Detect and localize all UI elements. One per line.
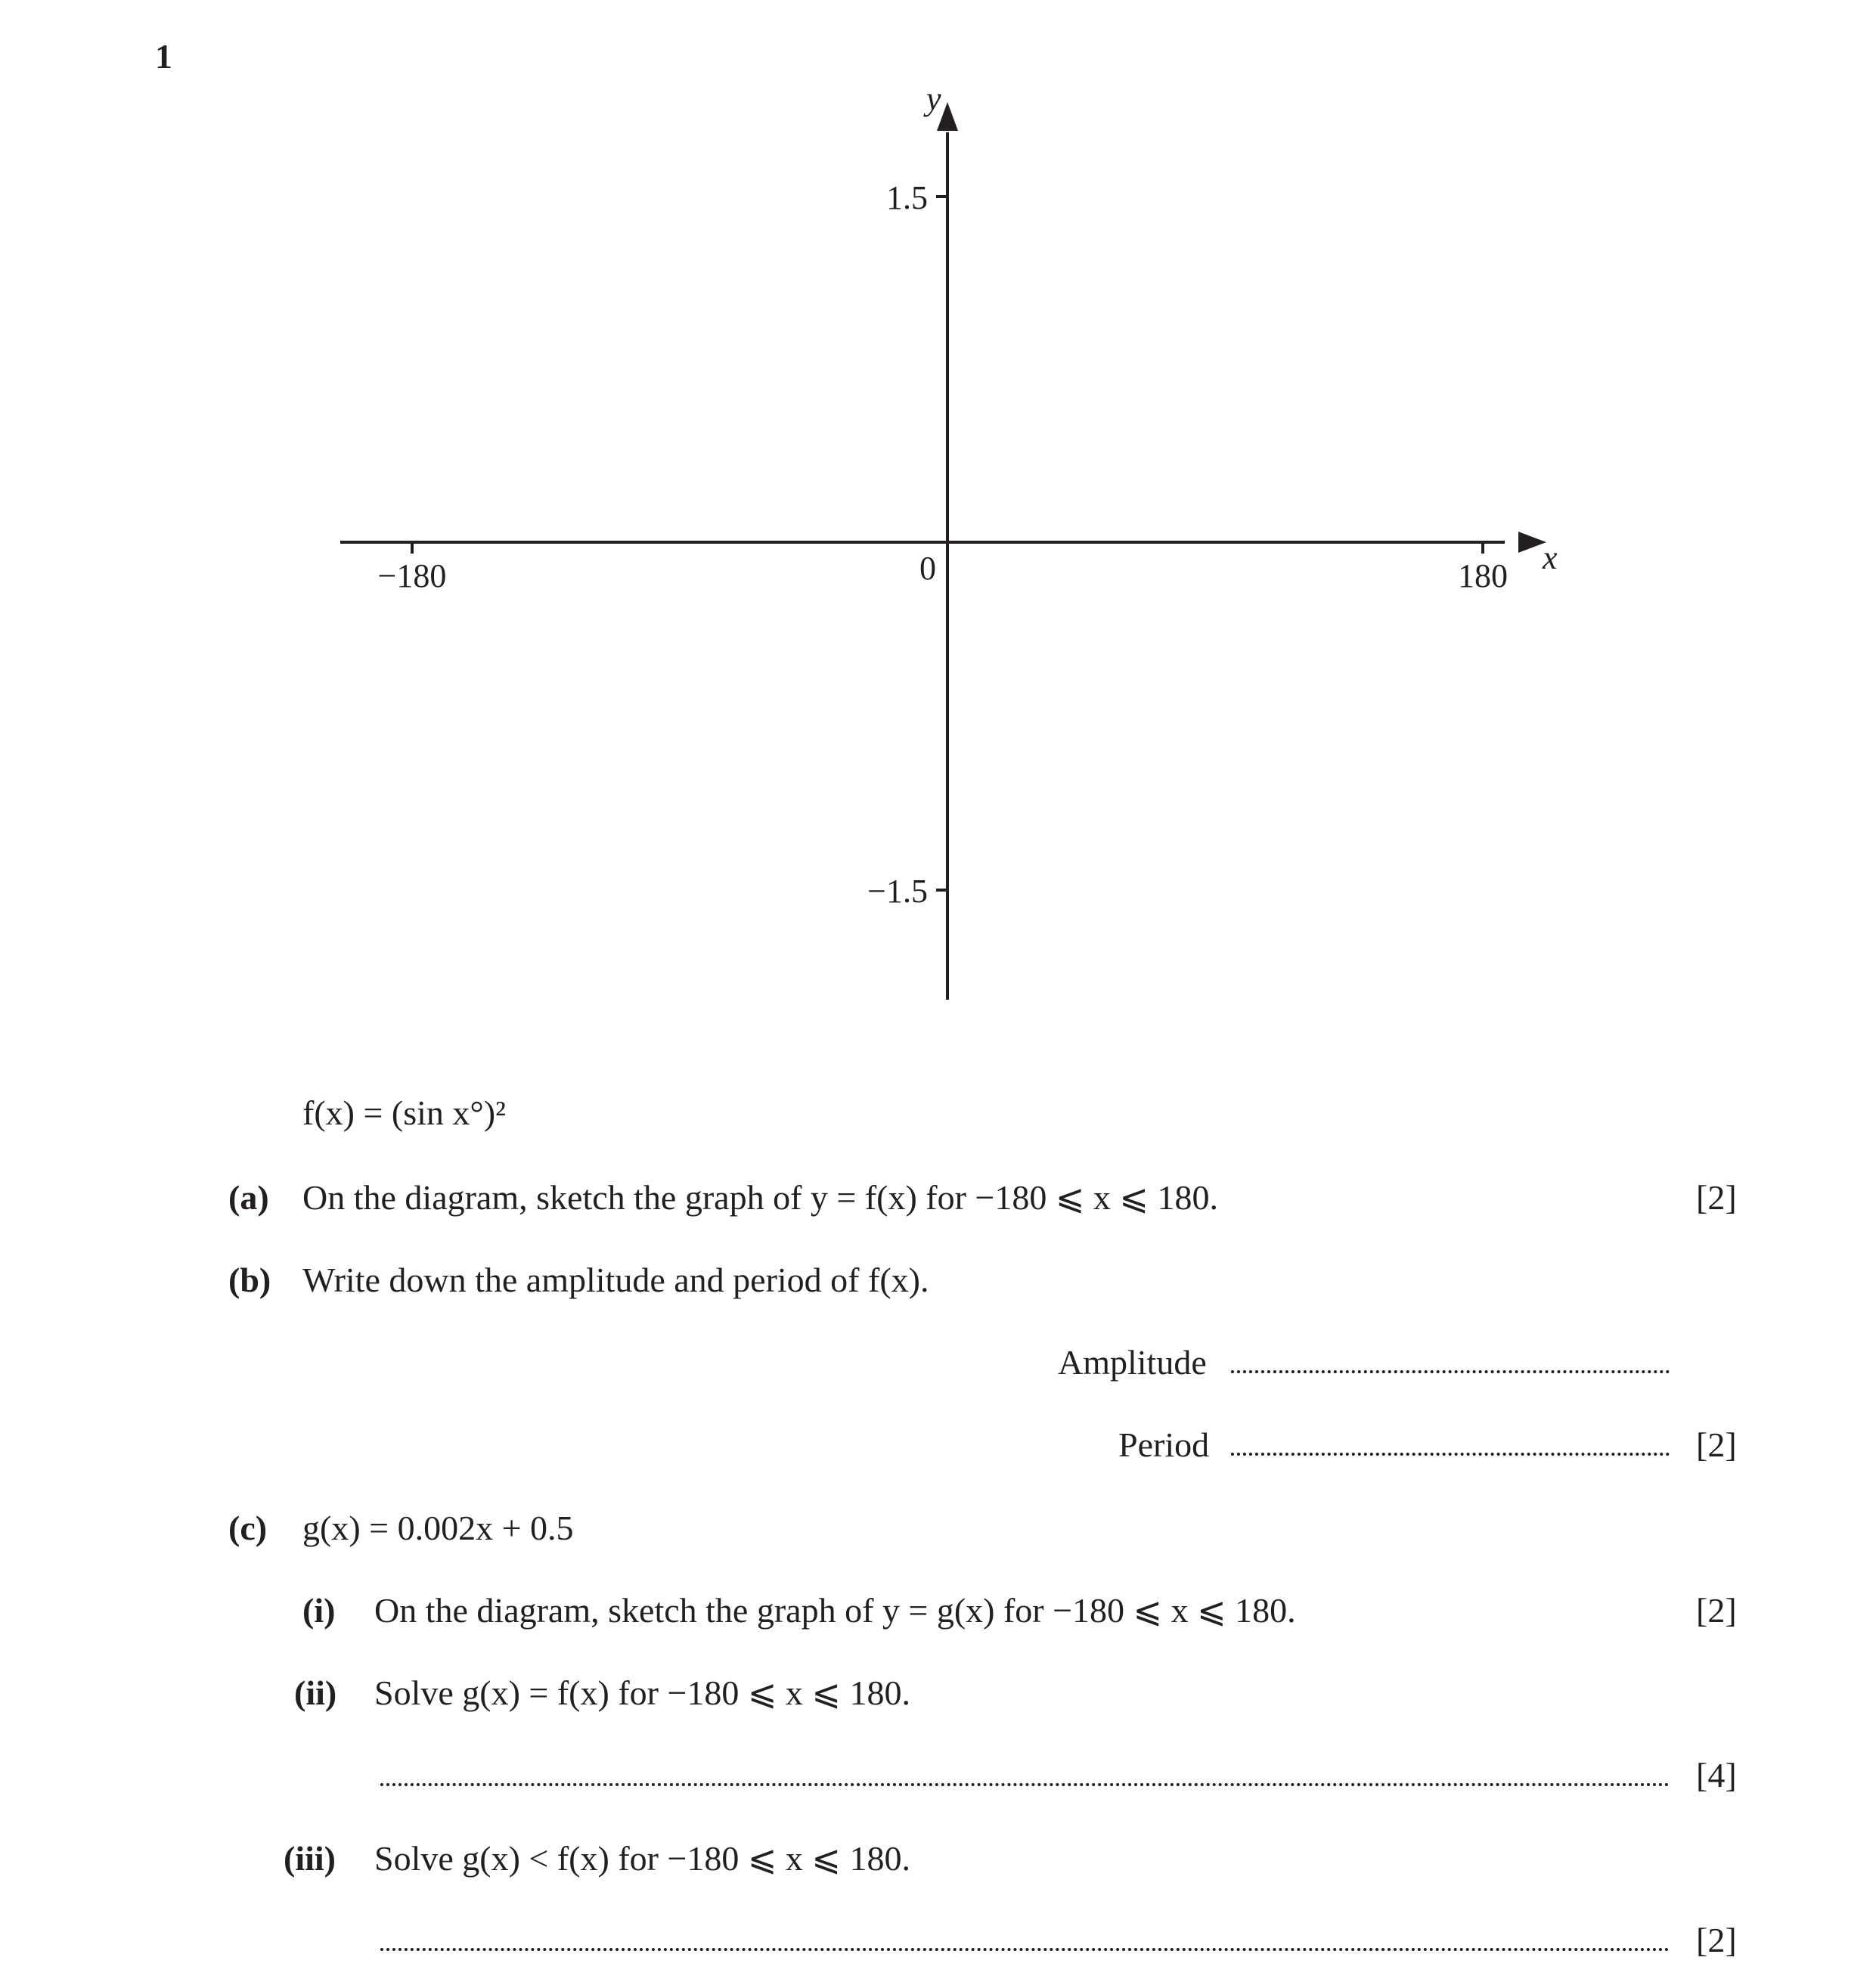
x-tick-label-neg180: −180 <box>377 557 447 594</box>
y-tick-label-1-5: 1.5 <box>886 179 928 216</box>
part-c-iii-text: Solve g(x) < f(x) for −180 ⩽ x ⩽ 180. <box>374 1839 910 1878</box>
x-tick-label-180: 180 <box>1458 557 1508 594</box>
amplitude-label: Amplitude <box>1058 1343 1207 1382</box>
period-answer-line[interactable] <box>1231 1453 1670 1456</box>
part-a-label: (a) <box>228 1178 269 1217</box>
part-c-ii-answer-line[interactable] <box>380 1783 1670 1786</box>
part-c-iii-answer-line[interactable] <box>380 1948 1670 1951</box>
period-label: Period <box>1118 1425 1210 1464</box>
part-a-marks: [2] <box>1696 1178 1737 1217</box>
part-c-ii-label: (ii) <box>294 1673 337 1712</box>
question-number: 1 <box>155 37 172 76</box>
part-c-i-marks: [2] <box>1696 1591 1737 1630</box>
part-c-ii-marks: [4] <box>1696 1756 1737 1794</box>
part-b-label: (b) <box>228 1261 271 1299</box>
function-definition: f(x) = (sin x°)² <box>302 1093 506 1132</box>
origin-label: 0 <box>919 550 936 587</box>
amplitude-answer-line[interactable] <box>1231 1370 1670 1373</box>
part-c-iii-label: (iii) <box>284 1839 336 1878</box>
y-axis-label: y <box>926 80 941 117</box>
y-tick-label-neg1-5: −1.5 <box>867 873 928 910</box>
part-c-i-text: On the diagram, sketch the graph of y = g(x) for −180 ⩽ x ⩽ 180. <box>374 1591 1296 1630</box>
part-c-label: (c) <box>228 1509 268 1547</box>
part-b-text: Write down the amplitude and period of f(x). <box>302 1261 929 1299</box>
part-c-text: g(x) = 0.002x + 0.5 <box>302 1509 574 1547</box>
x-axis-label: x <box>1543 539 1558 576</box>
part-b-marks: [2] <box>1696 1425 1737 1464</box>
part-a-text: On the diagram, sketch the graph of y = f(x) for −180 ⩽ x ⩽ 180. <box>302 1178 1218 1217</box>
part-c-i-label: (i) <box>302 1591 336 1630</box>
part-c-ii-text: Solve g(x) = f(x) for −180 ⩽ x ⩽ 180. <box>374 1673 910 1712</box>
part-c-iii-marks: [2] <box>1696 1921 1737 1959</box>
